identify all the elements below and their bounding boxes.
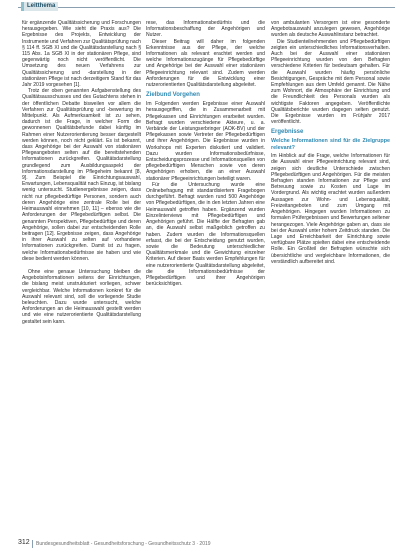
paragraph: Ohne eine genaue Untersuchung bleiben die Angebotsinformationen seitens der Einrichtungen, die bislang meist unstrukturiert vorliegen, schwer vergleichbar. Welche Informationen konkret für die Auswahl relevant sind, soll die vorliegende Studie beleuchten. Dazu wurde untersucht, welche Anforderungen an die Heimauswahl gestellt werden und wie eine nutzerorientierte Qualitätsdarstellung gestaltet sein kann. xyxy=(22,268,141,325)
subsection-heading: Welche Informationen sind für die Zielgruppe relevant? xyxy=(271,138,390,151)
section-heading: Zielbund Vorgehen xyxy=(146,92,200,99)
paragraph: Dieser Beitrag will daher im folgenden Erkenntnisse aus der Pflege, der welche Informationen als relevant erachtet werden und welche Informationszugänge für Pflegebedürftige und Angehörige bei der Auswahl einer stationären Pflegeeinrichtung relevant sind. Zudem werden Anforderungen für die Entwicklung einer nutzerorientierten Qualitätsdarstellung abgeleitet. xyxy=(146,38,265,89)
paragraph: Im Hinblick auf die Frage, welche Informationen für die Auswahl einer Pflegeeinrichtung relevant sind, zeigen sich deutliche Unterschiede zwischen Pflegebedürftigen und Angehörigen. Für die meisten Befragten standen Informationen zur Pflege und Betreuung sowie zu Kosten und Lage im Vordergrund. Als wichtig erachtet wurden außerdem Aussagen zur Wohn- und Lebensqualität, Freizeitangeboten und zum Umgang mit Angehörigen. Hingegen wurden Informationen zu formalen Prüfergebnissen und Bewertungen seltener herangezogen. Viele Angehörige gaben an, dass sie bei der Auswahl unter hohem Zeitdruck standen. Die Lage und Erreichbarkeit der Einrichtung sowie verfügbare Plätze spielten dabei eine entscheidende Rolle. Ein Großteil der Befragten wünschte sich übersichtliche und vergleichbare Informationen, die verständlich aufbereitet sind. xyxy=(271,153,390,265)
section-heading: Ergebnisse xyxy=(271,129,304,136)
paragraph: Im Folgenden werden Ergebnisse einer Auswahl herausgegriffen, die in Zusammenarbeit mit Pflegekassen und Einrichtungen erarbeitet wurden. Befragt wurden verschiedene Akteure, u. a. Verbände der Leistungserbringer (AOK-BV) und der Pflegekassen sowie Vertreter der Pflegebedürftigen und ihrer Angehörigen. Die Ergebnisse wurden in Workshops mit Experten diskutiert und validiert. Dazu wurden Informationsbedürfnisse, Entscheidungsprozesse und Informationsquellen von pflegebedürftigen Menschen sowie von deren Angehörigen erhoben, die an einer Auswahl stationärer Pflegeeinrichtungen beteiligt waren. xyxy=(146,101,265,182)
column-2 xyxy=(146,20,265,287)
paragraph: rese, das Informationsbedürfnis und die Informationsbeschaffung der Angehörigen und Nutzer. xyxy=(146,20,265,39)
footer-divider xyxy=(32,540,33,548)
paragraph: von ambulanten Versorgern ist eine gesonderte Angebotsauswahl anzulegen gewesen, Angehörige wurden als deutsche Auswahlinstanz betrachtet. xyxy=(271,20,390,39)
column-3 xyxy=(271,20,390,265)
paragraph: Trotz der oben genannten Aufgabenstellung des Qualitätsausschusses und des Gutachtens stehen in der öffentlichen Debatte bisweilen vor allem die Verfahren zur Qualitätsprüfung und -bewertung im Mittelpunkt. Als Aufmerksamkeit ist zu sehen, dadurch ist die Frage, in welcher Form die gewonnenen Qualitätsbefunde dabei künftig im Rahmen einer Nutzerorientierung besser dargestellt werden können, noch nicht geklärt. Es ist bekannt, dass Angehörige bei der Auswahl von stationären Pflegeangeboten selten auf die bereitstehenden Informationen zurückgreifen. Qualitätsdarstellung grundlegend zum Ausbildungsaspekt der Informationsdarstellung im Pflegeheim bekannt [8, 9]. Zum Beispiel die Einrichtungsauswahl, Erwartungen, Lebensqualität nach Einzug, ist bislang wenig untersucht. Studienergebnisse zeigen, dass nicht nur pflegebedürftige Personen, sondern auch deren Angehörige eine zentrale Rolle bei der Heimauswahl einnehmen [10, 11] – ebenso wie die Anforderungen der Pflegebedürftigen selbst. Die genannten Perspektiven, Pflegebedürftige und deren Angehörige, sollen dabei zur entscheidenden Rolle beitragen [12]. Ergebnisse zeigen, dass Angehörige in ihrer Auswahl zu selten auf vorhandene Informationen zurückgreifen. Damit ist zu fragen, welche Informationsbedürfnisse sie haben und wie diese bedient werden können. xyxy=(22,88,141,262)
column-1 xyxy=(22,20,141,325)
journal-citation: Bundesgesundheitsblatt - Gesundheitsforschung - Gesundheitsschutz 3 · 2019 xyxy=(36,541,211,547)
paragraph: Die Studienteilnehmenden und Pflegebedürftigen zeigten ein unterschiedliches Informationsverhalten. Auch bei der Auswahl einer stationären Pflegeeinrichtung wurden von den Befragten verschiedene Kriterien für bedeutsam gehalten. Für die Auswahl wurden häufig persönliche Besichtigungen, Gespräche mit dem Personal sowie Empfehlungen aus dem Umfeld genannt. Die Nähe zum Wohnort, die Atmosphäre der Einrichtung und die Freundlichkeit des Personals wurden als wichtigste Faktoren angegeben. Veröffentlichte Qualitätsberichte wurden dagegen selten genutzt. Die Ergebnisse wurden im Frühjahr 2017 veröffentlicht. xyxy=(271,38,390,126)
section-tag: Leitthema xyxy=(21,2,58,11)
page-number: 312 xyxy=(18,539,30,546)
header-rule xyxy=(18,7,395,16)
paragraph: Für die Untersuchung wurde eine Onlinebefragung mit standardisiertem Fragebogen durchgeführt. Befragt wurden rund 500 Angehörige von Pflegebedürftigen, die in den letzten Jahren eine Heimauswahl getroffen haben. Ergänzend wurden Einzelinterviews mit Pflegebedürftigen und Angehörigen geführt. Die Hälfte der Befragten gab an, die Auswahl selbst maßgeblich getroffen zu haben. Zudem wurden die Informationsquellen erfasst, die bei der Entscheidung genutzt wurden, sowie die Bedeutung unterschiedlicher Qualitätsmerkmale und die Gewichtung einzelner Kriterien. Auf dieser Basis werden Empfehlungen für eine nutzerorientierte Qualitätsdarstellung abgeleitet, die die Informationsbedürfnisse der Pflegebedürftigen und ihrer Angehörigen berücksichtigen. xyxy=(146,181,265,288)
paragraph: für ergänzende Qualitätssicherung und Forschungen herausgegeben. Wie sieht die Praxis aus? Die Ergebnisse des Projekts, Entwicklung der Instrumente und Verfahren zur Qualitätsprüfung nach § 114 ff. SGB XI und die Qualitätsdarstellung nach § 115 Abs. 1a SGB XI in der stationären Pflege, sind gegenwärtig noch nicht veröffentlicht. Die Umsetzung des neuen Verfahrens zur Qualitätssicherung und -darstellung in der stationären Pflege ist nach derzeitigem Stand für das Jahr 2019 vorgesehen [1]. xyxy=(22,20,141,89)
